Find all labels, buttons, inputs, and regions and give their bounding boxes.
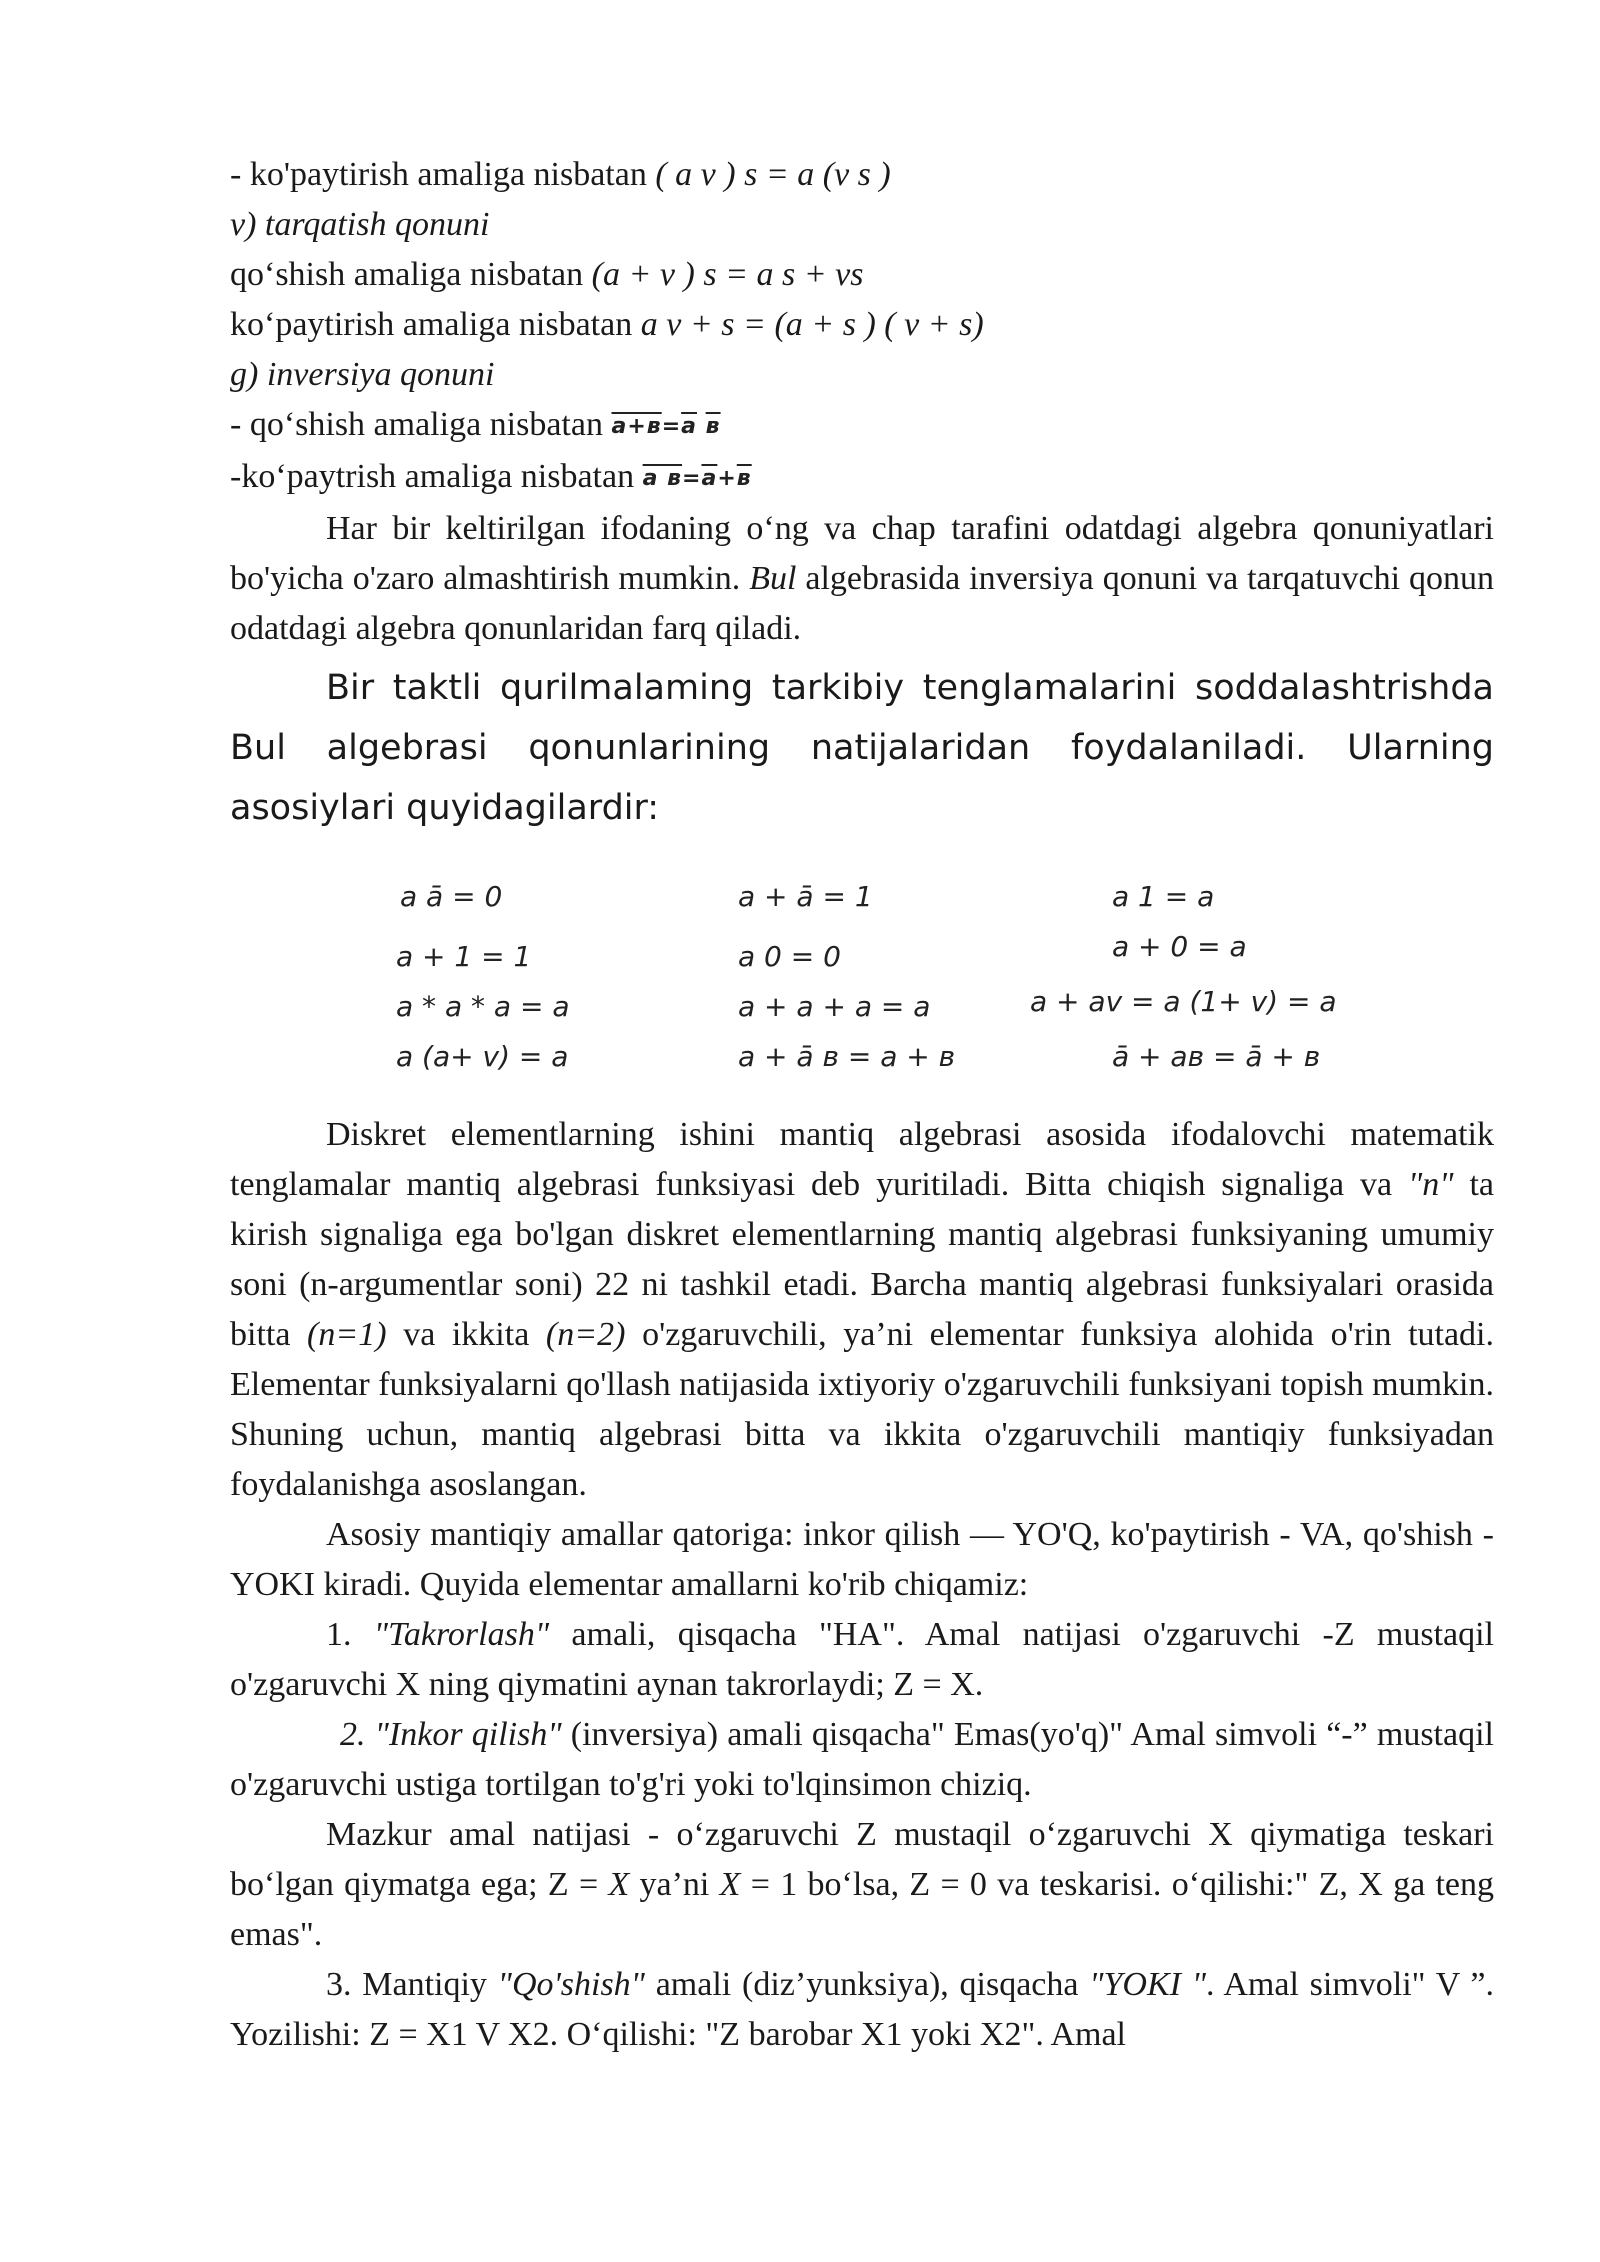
identity: a ā = 0 [400,880,503,913]
text-run: . Amal simvoli" V ”. Yozilishi: Z = X1 V X2. O‘qilishi: "Z barobar X1 yoki X2". Amal [230,1966,1494,2053]
text-run: 3. Mantiqiy [326,1966,498,2003]
text-run: 2. "Inkor qilish" [340,1716,562,1753]
text-run: "YOKI " [1089,1966,1206,2003]
identity: a + a + a = a [738,990,931,1023]
identities-grid [230,872,1494,1072]
identity: a + 1 = 1 [396,940,532,973]
text-line [230,200,1494,250]
formula-part: в [705,414,721,440]
inversion-add-line [230,400,1494,452]
formula-part: a+в [611,414,662,440]
text-run: = 1 bo‘lsa, Z = 0 va teskarisi. o‘qilishi:" Z, X ga teng emas". [230,1866,1495,1953]
text-line [230,250,1494,300]
identity: a + ā = 1 [738,880,873,913]
text-run: o'zgaruvchili, ya’ni elementar funksiya alohida o'rin tutadi. Elementar funksiyalarni qo'llash natijasida ixtiyoriy o'zgaruvchili funksiyani topish mumkin. Shuning uchun, mantiq algebrasi bitta va ikkita o'zgaruvchili mantiqiy funksiyadan foydalanishga asoslangan. [230,1316,1494,1503]
formula-part: + [717,466,737,492]
text-run: Bul [749,560,797,597]
text-run: "n" [1407,1166,1454,1203]
identity: a + av = a (1+ v) = a [1030,985,1337,1018]
text-run: Diskret elementlarning ishini mantiq algebrasi asosida ifodalovchi matematik tenglamalar mantiq algebrasi funksiyasi deb yuritiladi. Bitta chiqish signaliga va [230,1116,1494,1203]
identity: a + ā в = a + в [738,1040,956,1073]
formula-part: в [736,466,752,492]
paragraph-1 [230,504,1494,654]
text-run: ta kirish signaliga ega bo'lgan diskret elementlarning mantiq algebrasi funksiyaning umumiy soni (n-argumentlar soni) 22 ni tashkil etadi. Barcha mantiq algebrasi funksiyalari orasida bitta [230,1166,1494,1353]
text: - ko'paytirish amaliga nisbatan [230,156,656,193]
identity: a + 0 = a [1112,930,1247,963]
formula-part: a в [642,466,683,492]
formula-part: = [682,466,702,492]
identity: a 0 = 0 [738,940,841,973]
inversion-mul-line [230,452,1494,504]
formula-part: $\overline{a}$ [701,466,718,492]
identity: a * a * a = a [396,990,570,1023]
paragraph-3 [230,1110,1494,1510]
body-text [230,1110,1494,2060]
paragraph-4: Asosiy mantiqiy amallar qatoriga: inkor qilish — YO'Q, ko'paytirish - VA, qo'shish - YOKI kiradi. Quyida elementar amallarni ko'rib chiqamiz: [230,1516,1494,1603]
text-run: amali (diz’yunksiya), qisqacha [644,1966,1090,2003]
paragraph-6 [230,1710,1494,1810]
identity: a 1 = a [1112,880,1215,913]
text-run: (n=2) [545,1316,626,1353]
text-run: X [608,1866,630,1903]
text-line [230,350,1494,400]
text-run: ya’ni [629,1866,720,1903]
formula-text: a v + s = (a + s ) ( v + s) [640,306,984,343]
formula-text: (a + v ) s = a s + vs [591,256,864,293]
text-run: amali, qisqacha "HA". Amal natijasi o'zgaruvchi -Z mustaqil o'zgaruvchi X ning qiymatini aynan takrorlaydi; Z = X. [230,1616,1495,1703]
text-run: "Qo'shish" [497,1966,645,2003]
text-line [230,150,1494,200]
text: -ko‘paytrish amaliga nisbatan [230,458,635,495]
text-line [230,300,1494,350]
inversion-add-formula [611,402,720,452]
text: - qo‘shish amaliga nisbatan [230,406,603,443]
text-run: "Takrorlash" [373,1616,550,1653]
inversion-mul-formula [643,454,752,504]
text-run: (n=1) [307,1316,387,1353]
paragraph-7 [230,1810,1494,1960]
text-run: (inversiya) amali qisqacha" Emas(yo'q)" Amal simvoli “-” mustaqil o'zgaruvchi ustiga tortilgan to'g'ri yoki to'lqinsimon chiziq. [230,1716,1494,1803]
identity: a (a+ v) = a [396,1040,569,1073]
text-run: X [719,1866,741,1903]
paragraph-8 [230,1960,1494,2060]
formula-part: = [661,414,682,440]
formula-text: ( a v ) s = a (v s ) [655,156,891,193]
text-run: 1. [326,1616,374,1653]
paragraph-text [230,504,1494,654]
text-run: algebrasida inversiya qonuni va tarqatuvchi qonun odatdagi algebra qonunlaridan farq qiladi. [230,560,1494,647]
identity: ā + aв = ā + в [1112,1040,1321,1073]
section-heading: g) inversiya qonuni [230,356,495,393]
text-run: Har bir keltirilgan ifodaning o‘ng va chap tarafini odatdagi algebra qonuniyatlari bo'yicha o'zaro almashtirish mumkin. [230,510,1494,597]
text: qo‘shish amaliga nisbatan [230,256,592,293]
document-page [230,150,1494,2060]
section-heading: v) tarqatish qonuni [230,206,490,243]
paragraph-5 [230,1610,1494,1710]
text: ko‘paytirish amaliga nisbatan [230,306,641,343]
formula-part: $\overline{a}$ [681,414,697,440]
text-run: va ikkita [386,1316,546,1353]
text-run: Mazkur amal natijasi - o‘zgaruvchi Z mustaqil o‘zgaruvchi X qiymatiga teskari bo‘lgan qiymatga ega; Z = [230,1816,1494,1903]
paragraph-2: Bir taktli qurilmalaming tarkibiy tenglamalarini soddalashtrishda Bul algebrasi qonunlarining natijalaridan foydalaniladi. Ularning asosiylari quyidagilardir: [230,668,1494,828]
